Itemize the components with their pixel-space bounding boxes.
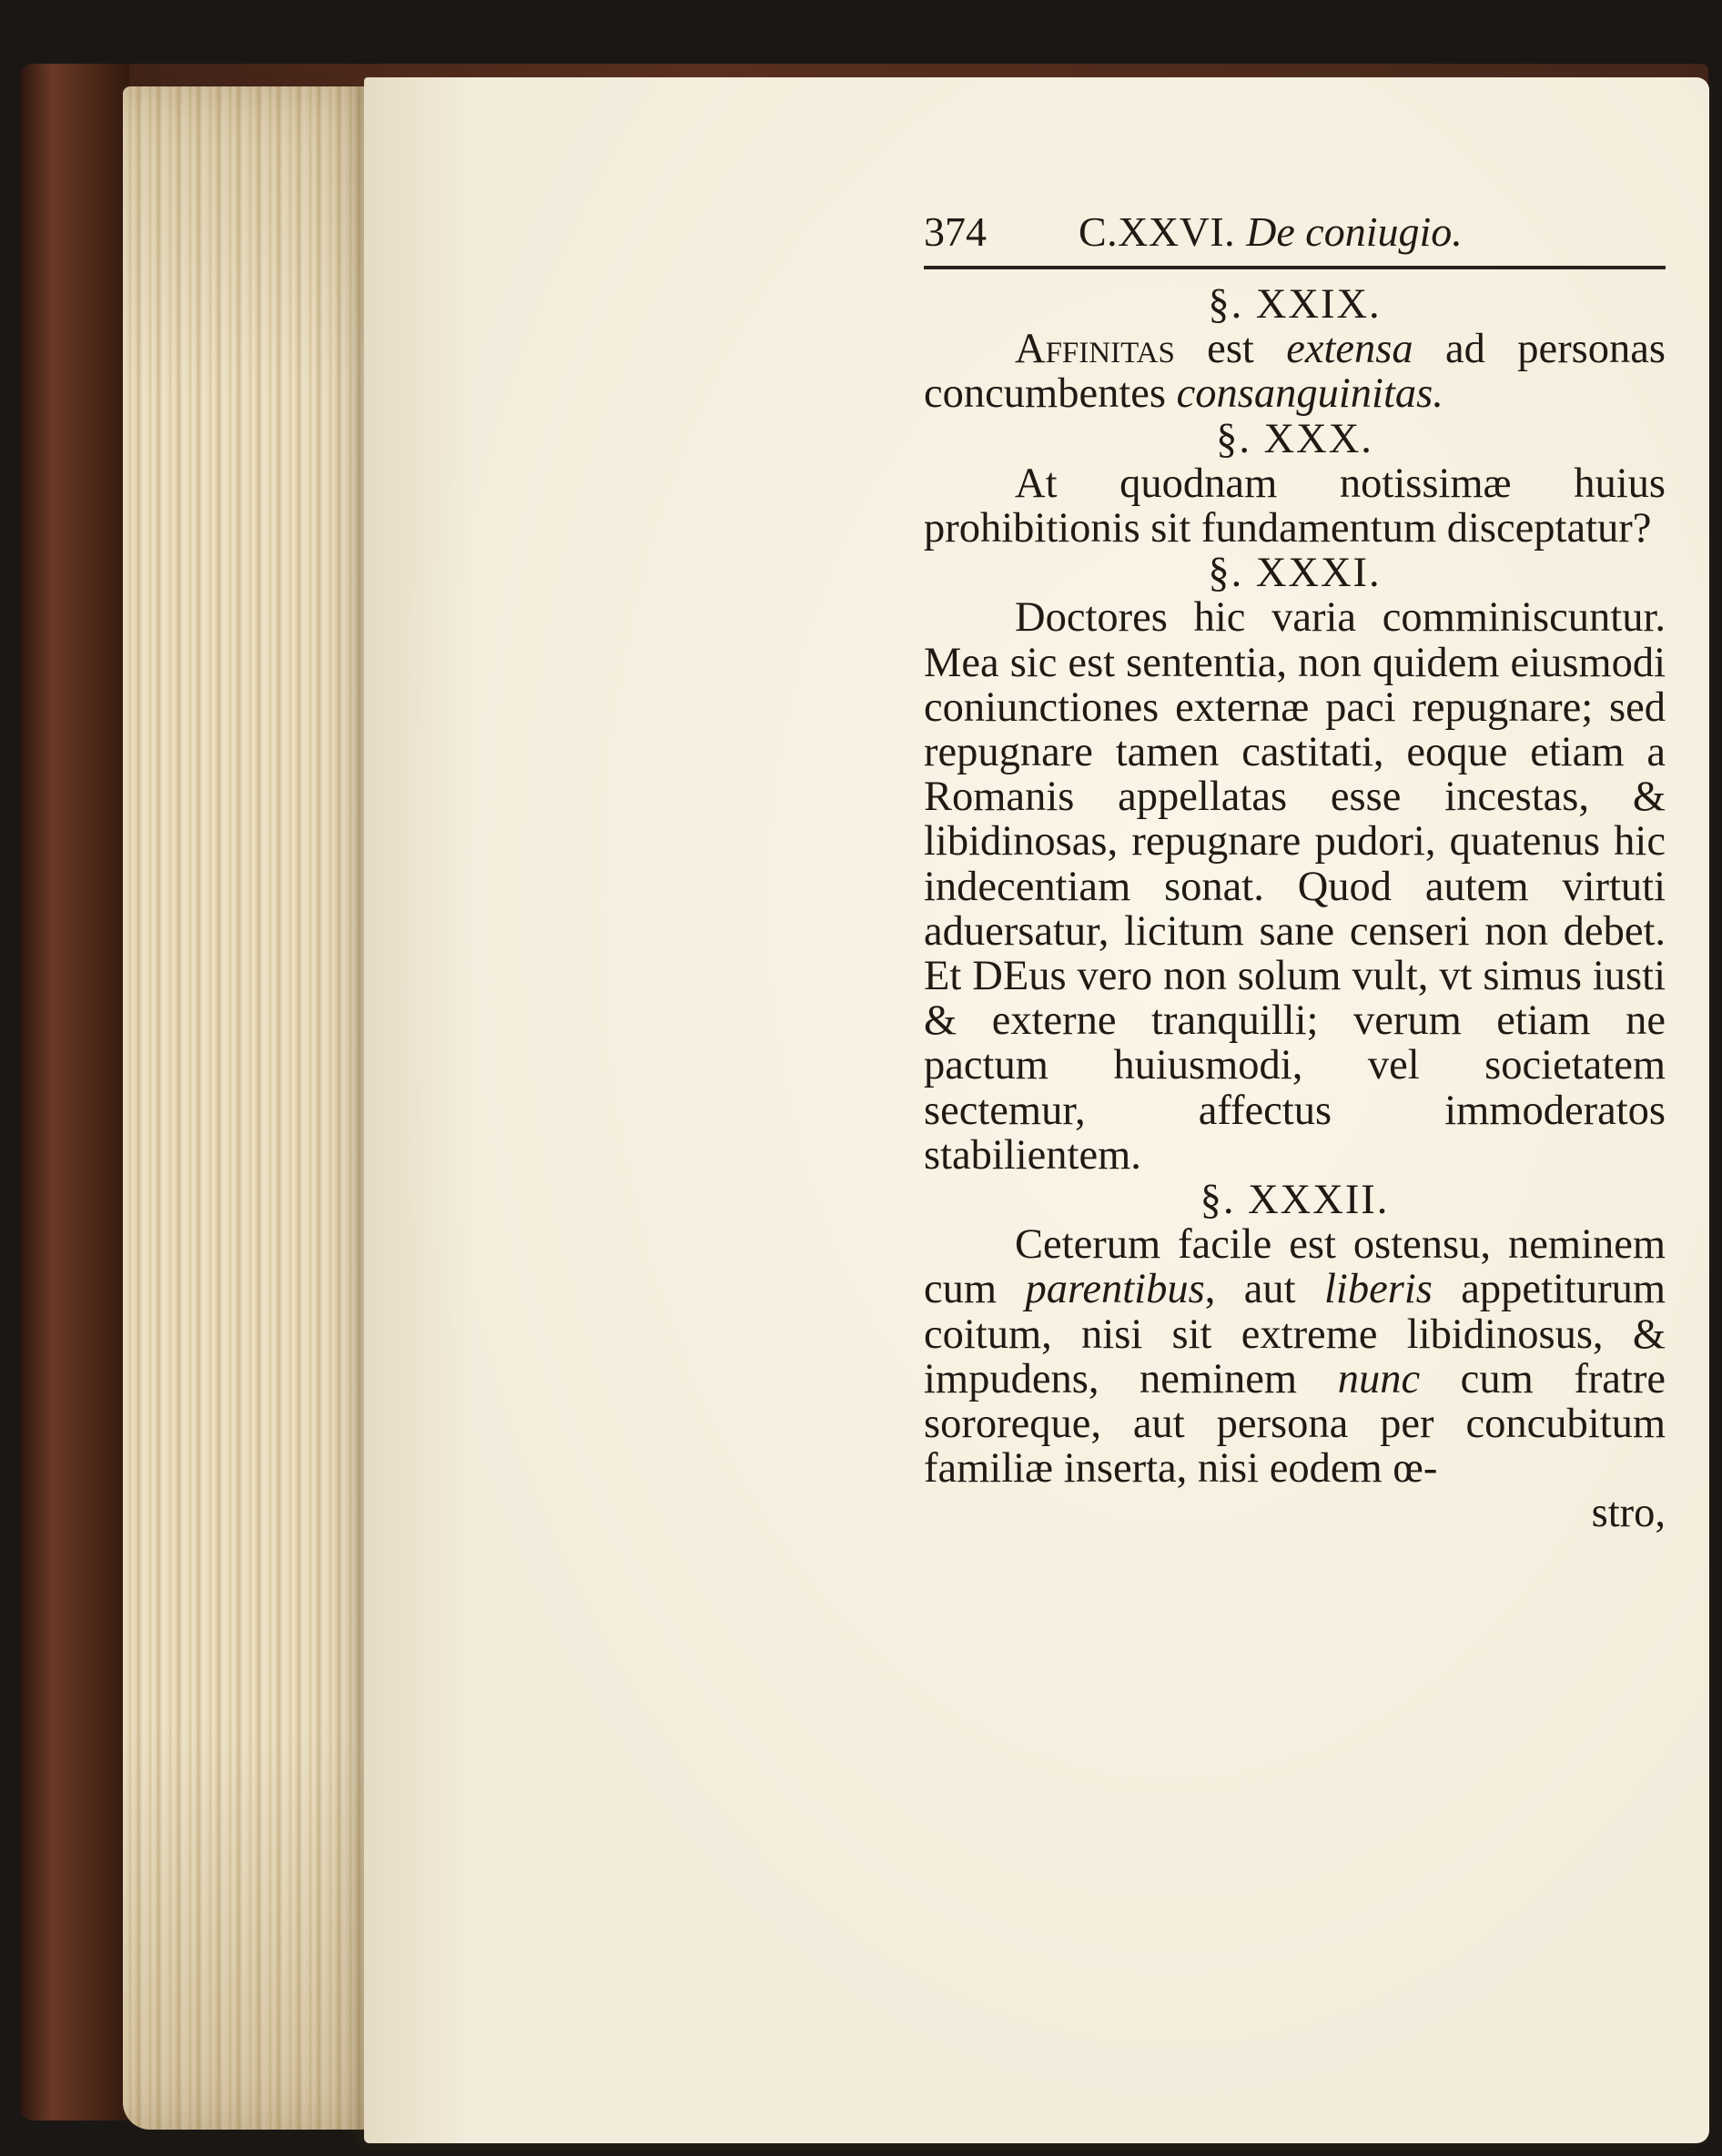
text-run: liberis <box>1324 1266 1433 1313</box>
text-run: appetiturum coitum, nisi sit extreme libidinosus, & impudens, neminem <box>924 1266 1666 1402</box>
text-run: , aut <box>1204 1266 1325 1313</box>
sections <box>924 282 1666 1491</box>
section-paragraph <box>924 327 1666 416</box>
text-run: consanguinitas. <box>1176 370 1443 418</box>
text-run: cum fratre sororeque, aut persona per concubitum familiæ inserta, nisi eodem œ- <box>924 1355 1666 1493</box>
text-run: extensa <box>1286 326 1413 373</box>
text-run: est <box>1174 326 1287 373</box>
section-heading: §. XXXI. <box>1208 550 1382 597</box>
text-run: ad personas concumbentes <box>924 326 1666 418</box>
page-number: 374 <box>924 208 987 255</box>
text-run: nunc <box>1337 1355 1421 1402</box>
text-run: Ceterum facile est ostensu, neminem cum <box>924 1221 1666 1313</box>
chapter-title: De coniugio. <box>1246 208 1463 255</box>
section-paragraph <box>924 461 1666 551</box>
text-run: At quodnam notissimæ huius prohibitionis sit fundamentum disceptatur? <box>924 460 1666 552</box>
page-text <box>924 209 1666 1536</box>
section-paragraph <box>924 1222 1666 1491</box>
text-run: Affinitas <box>1015 326 1175 373</box>
section-paragraph <box>924 595 1666 1178</box>
section-heading: §. XXIX. <box>1208 281 1382 328</box>
text-run: parentibus <box>1025 1266 1205 1313</box>
section-heading: §. XXXII. <box>1200 1177 1390 1224</box>
text-run: Doctores hic varia comminiscuntur. Mea sic est sententia, non quidem eiusmodi coniunctiones externæ paci repugnare; sed repugnare tamen castitati, eoque etiam a Romanis appellatas esse incestas, & libidinosas, repugnare pudori, quatenus hic indecentiam sonat. Quod autem virtuti aduersatur, licitum sane censeri non debet. Et DEus vero non solum vult, vt simus iusti & externe tranquilli; verum etiam ne pactum huiusmodi, vel societatem sectemur, affectus immoderatos stabilientem. <box>924 594 1666 1179</box>
chapter-number: C.XXVI. <box>1079 208 1236 255</box>
catchword: stro, <box>1591 1490 1666 1537</box>
running-head <box>924 209 1666 269</box>
section-heading: §. XXX. <box>1216 415 1373 462</box>
book-spine <box>20 64 129 2121</box>
page-edges <box>123 86 396 2130</box>
